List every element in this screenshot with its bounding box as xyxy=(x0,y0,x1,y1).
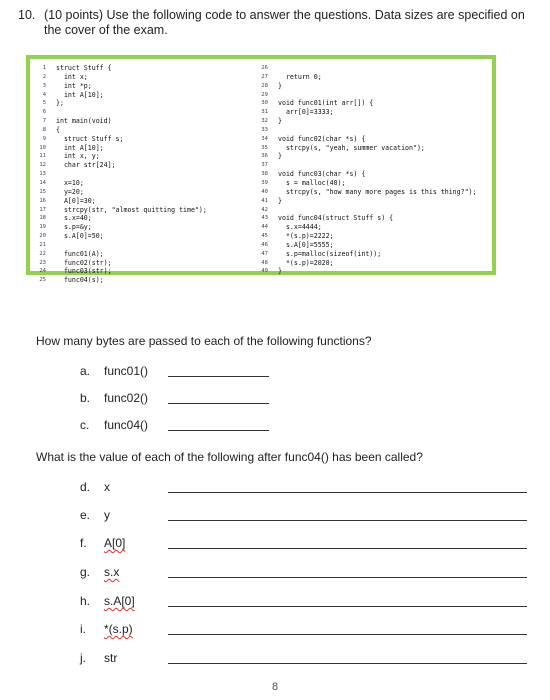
line-number: 26 xyxy=(261,65,268,71)
line-number: 41 xyxy=(261,197,268,204)
code-line xyxy=(256,144,491,153)
code-text: } xyxy=(278,152,282,161)
code-text: int A[10]; xyxy=(56,90,104,99)
code-line xyxy=(256,250,491,259)
item-label: i. xyxy=(80,622,86,636)
code-line xyxy=(34,214,259,223)
code-text: int *p; xyxy=(56,81,92,90)
code-line xyxy=(34,276,259,285)
code-text: y=20; xyxy=(56,187,84,196)
code-text: int A[10]; xyxy=(56,143,104,152)
line-number: 35 xyxy=(261,144,268,151)
item-label: a. xyxy=(80,364,91,378)
code-line xyxy=(34,82,259,91)
code-text: } xyxy=(278,117,282,126)
line-number: 38 xyxy=(261,171,268,178)
code-line xyxy=(34,250,259,259)
line-number: 28 xyxy=(261,82,268,89)
line-number: 3 xyxy=(42,82,46,89)
code-text: struct Stuff { xyxy=(56,64,112,72)
code-line xyxy=(34,99,259,108)
line-number: 17 xyxy=(39,206,46,213)
answer-blank-i[interactable] xyxy=(168,634,527,635)
item-label: c. xyxy=(80,418,90,432)
code-line xyxy=(256,152,491,161)
question-item-i xyxy=(80,622,133,636)
answer-blank-a[interactable] xyxy=(168,376,269,377)
code-text: int main(void) xyxy=(56,117,112,126)
line-number: 21 xyxy=(39,241,46,248)
line-number: 30 xyxy=(261,100,268,107)
code-line xyxy=(256,64,491,73)
line-number: 25 xyxy=(39,277,46,284)
code-line xyxy=(256,214,491,223)
line-number: 15 xyxy=(39,188,46,195)
code-line xyxy=(34,267,259,276)
item-text: y xyxy=(104,508,110,522)
line-number: 37 xyxy=(261,162,268,169)
code-line xyxy=(34,259,259,268)
line-number: 10 xyxy=(39,144,46,151)
answer-blank-d[interactable] xyxy=(168,492,527,493)
code-text: } xyxy=(278,196,282,205)
line-number: 34 xyxy=(261,135,268,142)
line-number: 23 xyxy=(39,259,46,266)
line-number: 7 xyxy=(42,118,46,125)
item-text: func01() xyxy=(104,364,149,378)
question-item-b xyxy=(80,391,148,405)
code-column-right xyxy=(256,64,491,276)
code-line xyxy=(256,197,491,206)
code-text: int x; xyxy=(56,72,88,81)
code-column-left xyxy=(34,64,259,285)
line-number: 45 xyxy=(261,233,268,240)
code-line xyxy=(256,99,491,108)
code-text: s = malloc(40); xyxy=(278,178,346,187)
code-text: x=10; xyxy=(56,178,84,187)
answer-blank-c[interactable] xyxy=(168,430,269,431)
line-number: 9 xyxy=(42,135,46,142)
code-text: } xyxy=(278,267,282,276)
code-line xyxy=(34,108,259,117)
code-text: func02(str); xyxy=(56,258,112,267)
code-line xyxy=(34,144,259,153)
code-line xyxy=(256,259,491,268)
line-number: 32 xyxy=(261,118,268,125)
answer-blank-g[interactable] xyxy=(168,577,527,578)
answer-blank-e[interactable] xyxy=(168,520,527,521)
code-line xyxy=(256,108,491,117)
answer-blank-b[interactable] xyxy=(168,403,269,404)
question-item-f xyxy=(80,536,125,550)
code-text: s.A[0]=50; xyxy=(56,232,104,241)
code-text: strcpy(str, "almost quitting time"); xyxy=(56,205,207,214)
line-number: 31 xyxy=(261,109,268,116)
code-line xyxy=(34,117,259,126)
item-label: h. xyxy=(80,594,91,608)
code-line xyxy=(34,135,259,144)
line-number: 22 xyxy=(39,250,46,257)
line-number: 4 xyxy=(42,91,46,98)
code-line xyxy=(34,73,259,82)
code-text: } xyxy=(278,81,282,90)
code-text: strcpy(s, "yeah, summer vacation"); xyxy=(278,143,425,152)
line-number: 27 xyxy=(261,73,268,80)
code-line xyxy=(256,232,491,241)
code-text: void func01(int arr[]) { xyxy=(278,99,374,108)
code-line xyxy=(34,91,259,100)
code-text: *(s.p)=2222; xyxy=(278,232,334,241)
line-number: 13 xyxy=(39,171,46,178)
question-item-g xyxy=(80,565,119,579)
line-number: 20 xyxy=(39,233,46,240)
item-text: func04() xyxy=(104,418,149,432)
answer-blank-f[interactable] xyxy=(168,548,527,549)
code-line xyxy=(256,223,491,232)
line-number: 6 xyxy=(42,109,46,116)
code-text: strcpy(s, "how many more pages is this thing?"); xyxy=(278,187,477,196)
code-text: char str[24]; xyxy=(56,161,116,170)
code-text: func01(A); xyxy=(56,249,104,258)
code-text: s.A[0]=5555; xyxy=(278,240,334,249)
item-text: *(s.p) xyxy=(104,622,133,636)
line-number: 36 xyxy=(261,153,268,160)
line-number: 24 xyxy=(39,268,46,275)
line-number: 5 xyxy=(42,100,46,107)
line-number: 18 xyxy=(39,215,46,222)
item-label: g. xyxy=(80,565,91,579)
item-text: func02() xyxy=(104,391,149,405)
code-line xyxy=(34,223,259,232)
line-number: 14 xyxy=(39,179,46,186)
line-number: 44 xyxy=(261,224,268,231)
question-text: (10 points) Use the following code to answer the questions. Data sizes are specified on the cover of the exam. xyxy=(44,8,525,37)
code-text: void func04(struct Stuff s) { xyxy=(278,214,394,223)
code-line xyxy=(34,179,259,188)
question-header xyxy=(18,8,533,38)
code-line xyxy=(256,170,491,179)
code-line xyxy=(34,206,259,215)
answer-blank-j[interactable] xyxy=(168,663,527,664)
code-line xyxy=(256,91,491,100)
line-number: 16 xyxy=(39,197,46,204)
part2-prompt: What is the value of each of the following after func04() has been called? xyxy=(36,450,423,464)
item-label: d. xyxy=(80,480,91,494)
item-text: x xyxy=(104,480,110,494)
line-number: 29 xyxy=(261,91,268,98)
answer-blank-h[interactable] xyxy=(168,606,527,607)
item-label: e. xyxy=(80,508,91,522)
item-text: str xyxy=(104,651,118,665)
line-number: 46 xyxy=(261,241,268,248)
item-label: b. xyxy=(80,391,91,405)
question-number: 10. xyxy=(18,8,36,22)
code-text: { xyxy=(56,125,60,134)
line-number: 40 xyxy=(261,188,268,195)
code-text: arr[0]=3333; xyxy=(278,108,334,117)
code-line xyxy=(34,232,259,241)
code-text: s.p=malloc(sizeof(int)); xyxy=(278,249,382,258)
question-item-c xyxy=(80,418,148,432)
line-number: 39 xyxy=(261,179,268,186)
line-number: 33 xyxy=(261,126,268,133)
code-text: func03(str); xyxy=(56,267,112,276)
code-line xyxy=(34,197,259,206)
code-line xyxy=(256,267,491,276)
code-line xyxy=(34,126,259,135)
page-number: 8 xyxy=(271,681,279,693)
line-number: 42 xyxy=(261,206,268,213)
item-label: f. xyxy=(80,536,87,550)
line-number: 2 xyxy=(42,73,46,80)
code-line xyxy=(34,188,259,197)
code-text: int x, y; xyxy=(56,152,100,161)
code-line xyxy=(256,188,491,197)
code-text: A[0]=30; xyxy=(56,196,96,205)
code-text: s.p=&y; xyxy=(56,223,92,232)
line-number: 19 xyxy=(39,224,46,231)
code-line xyxy=(256,241,491,250)
line-number: 49 xyxy=(261,268,268,275)
code-text: void func03(char *s) { xyxy=(278,170,366,179)
code-line xyxy=(34,241,259,250)
code-line xyxy=(34,64,259,73)
question-item-j xyxy=(80,651,117,665)
code-text: return 0; xyxy=(278,72,322,81)
item-label: j. xyxy=(80,651,86,665)
item-text: A[0] xyxy=(104,536,126,550)
question-item-e xyxy=(80,508,110,522)
code-listing xyxy=(26,55,496,285)
line-number: 1 xyxy=(42,65,46,71)
code-line xyxy=(34,170,259,179)
line-number: 43 xyxy=(261,215,268,222)
code-line xyxy=(256,73,491,82)
code-text: *(s.p)=2020; xyxy=(278,258,334,267)
part1-prompt: How many bytes are passed to each of the following functions? xyxy=(36,334,372,348)
line-number: 11 xyxy=(39,153,46,160)
line-number: 48 xyxy=(261,259,268,266)
code-line xyxy=(256,179,491,188)
code-text: struct Stuff s; xyxy=(56,134,124,143)
question-item-d xyxy=(80,480,110,494)
line-number: 8 xyxy=(42,126,46,133)
code-line xyxy=(256,82,491,91)
question-item-h xyxy=(80,594,135,608)
line-number: 12 xyxy=(39,162,46,169)
item-text: s.x xyxy=(104,565,120,579)
code-line xyxy=(34,161,259,170)
question-item-a xyxy=(80,364,148,378)
code-line xyxy=(34,152,259,161)
code-text: func04(s); xyxy=(56,276,104,285)
code-text: s.x=4444; xyxy=(278,223,322,232)
code-text: void func02(char *s) { xyxy=(278,134,366,143)
line-number: 47 xyxy=(261,250,268,257)
code-line xyxy=(256,126,491,135)
code-line xyxy=(256,135,491,144)
code-text: s.x=40; xyxy=(56,214,92,223)
code-text: }; xyxy=(56,99,64,108)
item-text: s.A[0] xyxy=(104,594,135,608)
code-line xyxy=(256,117,491,126)
code-line xyxy=(256,206,491,215)
code-line xyxy=(256,161,491,170)
